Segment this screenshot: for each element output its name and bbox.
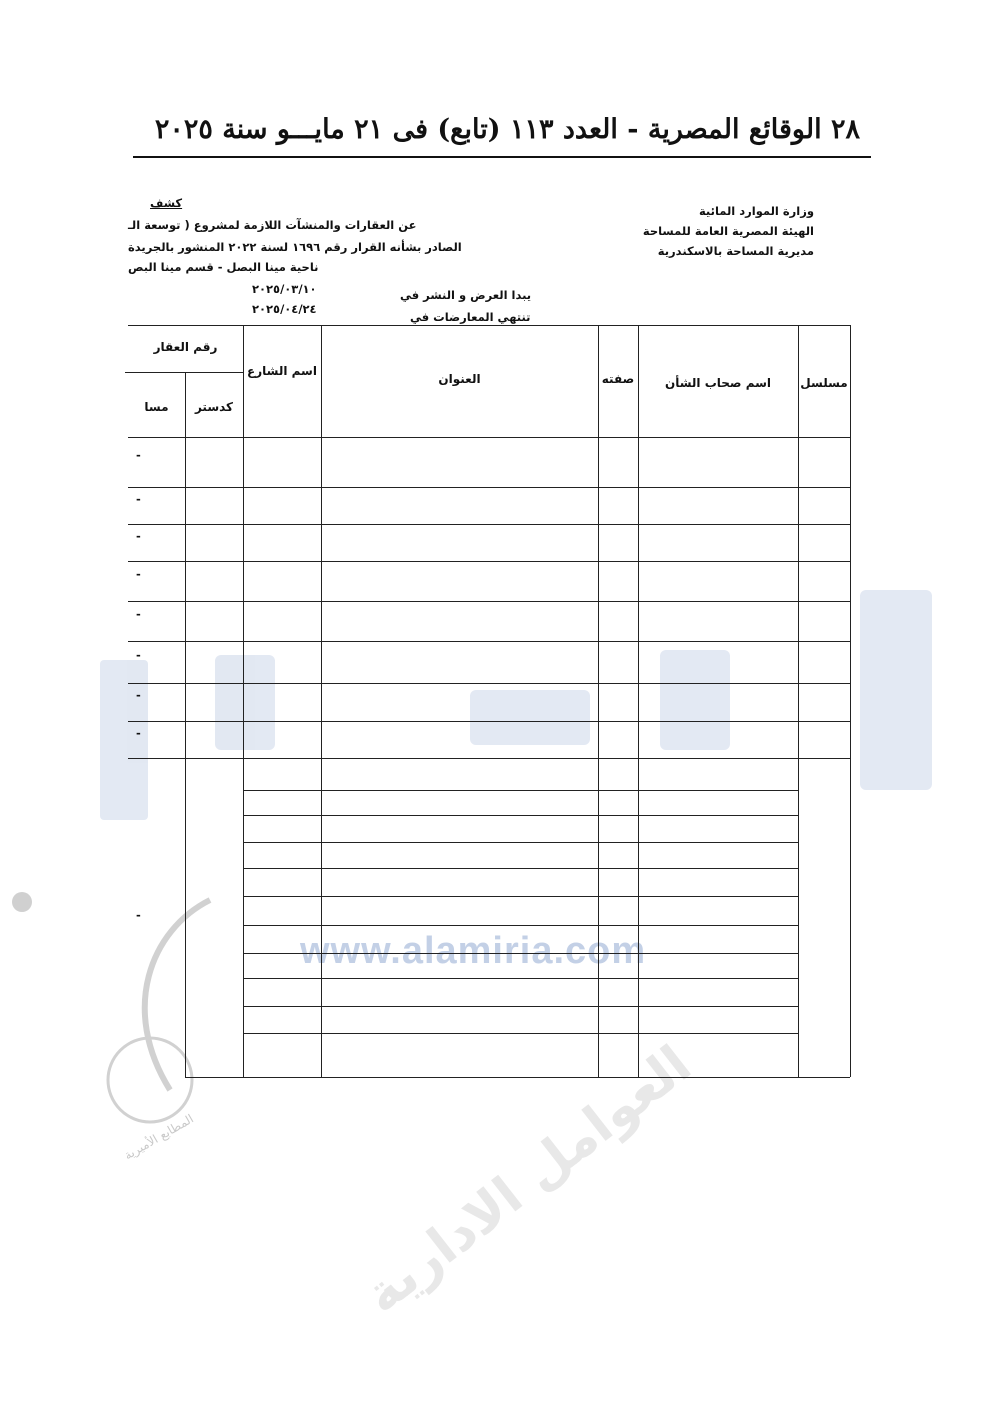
header-bottom-rule	[128, 437, 850, 438]
table-row-rule	[128, 601, 850, 602]
kashf-line-2: الصادر بشأنه القرار رقم ١٦٩٦ لسنة ٢٠٢٢ المنشور بالجريدة	[128, 240, 462, 254]
property-no-split-rule	[125, 372, 243, 373]
display-start-date: ٢٠٢٥/٠٣/١٠	[252, 282, 317, 296]
watermark-stamp: المطابع الأميرية	[121, 1111, 196, 1163]
header-divider	[133, 156, 871, 158]
row-partial: -	[136, 648, 141, 662]
group-row-rule	[243, 978, 798, 979]
org-ministry: وزارة الموارد المائية	[698, 204, 814, 218]
group-row-rule	[243, 896, 798, 897]
table-row-rule	[128, 683, 850, 684]
group-row-rule	[243, 842, 798, 843]
row-partial: -	[136, 567, 141, 581]
kashf-line-3: ناحية مينا البصل - قسم مينا البص	[128, 260, 319, 274]
group-row-rule	[243, 868, 798, 869]
header-property-no: رقم العقار	[153, 340, 218, 354]
table-bottom-rule	[185, 1077, 850, 1078]
column-rule	[598, 325, 599, 1077]
display-end-date: ٢٠٢٥/٠٤/٢٤	[252, 302, 317, 316]
column-rule	[243, 325, 244, 1077]
watermark-side-text: العوامل الادارية	[353, 1034, 703, 1326]
header-address: العنوان	[438, 372, 481, 386]
display-start-label: يبدا العرض و النشر في	[400, 288, 532, 302]
org-authority: الهيئة المصرية العامة للمساحة	[642, 224, 814, 238]
watermark-url: www.alamiria.com	[300, 930, 647, 972]
row-partial: -	[136, 725, 141, 740]
row-partial: -	[136, 491, 141, 506]
row-partial: -	[136, 448, 141, 462]
group-row-rule	[243, 953, 798, 954]
column-rule	[798, 325, 799, 1077]
org-directorate: مديرية المساحة بالاسكندرية	[657, 244, 814, 258]
row-partial: -	[136, 688, 141, 702]
header-partial: مسا	[144, 400, 169, 414]
group-row-rule	[243, 790, 798, 791]
table-row-rule	[128, 524, 850, 525]
table-top-rule	[128, 325, 850, 326]
row-partial: -	[136, 607, 141, 621]
header-capacity: صفته	[601, 372, 635, 386]
header-owner: اسم صحاب الشأن	[664, 376, 772, 390]
table-row-rule	[128, 561, 850, 562]
row-partial: -	[136, 528, 141, 543]
column-rule	[321, 325, 322, 1077]
group-row-rule	[243, 925, 798, 926]
kashf-label: كشف	[150, 196, 183, 210]
group-partial: -	[136, 908, 141, 922]
column-rule	[638, 325, 639, 1077]
gazette-header: ٢٨ الوقائع المصرية - العدد ١١٣ (تابع) فى ٢١ مايـــو سنة ٢٠٢٥	[154, 114, 860, 145]
header-street: اسم الشارع	[247, 364, 317, 378]
kashf-line-1: عن العقارات والمنشآت اللازمة لمشروع ( توسعة الـ	[128, 218, 417, 232]
group-row-rule	[243, 1033, 798, 1034]
table-row-rule	[128, 487, 850, 488]
table-row-rule	[128, 721, 850, 722]
display-end-label: تنتهي المعارضات في	[410, 310, 531, 324]
table-row-rule	[128, 758, 850, 759]
group-row-rule	[243, 815, 798, 816]
header-serial: مسلسل	[800, 376, 848, 390]
header-kadaster: كدستر	[194, 400, 234, 414]
column-rule	[185, 372, 186, 1077]
table-row-rule	[128, 641, 850, 642]
group-row-rule	[243, 1006, 798, 1007]
table-right-rule	[850, 325, 851, 1077]
